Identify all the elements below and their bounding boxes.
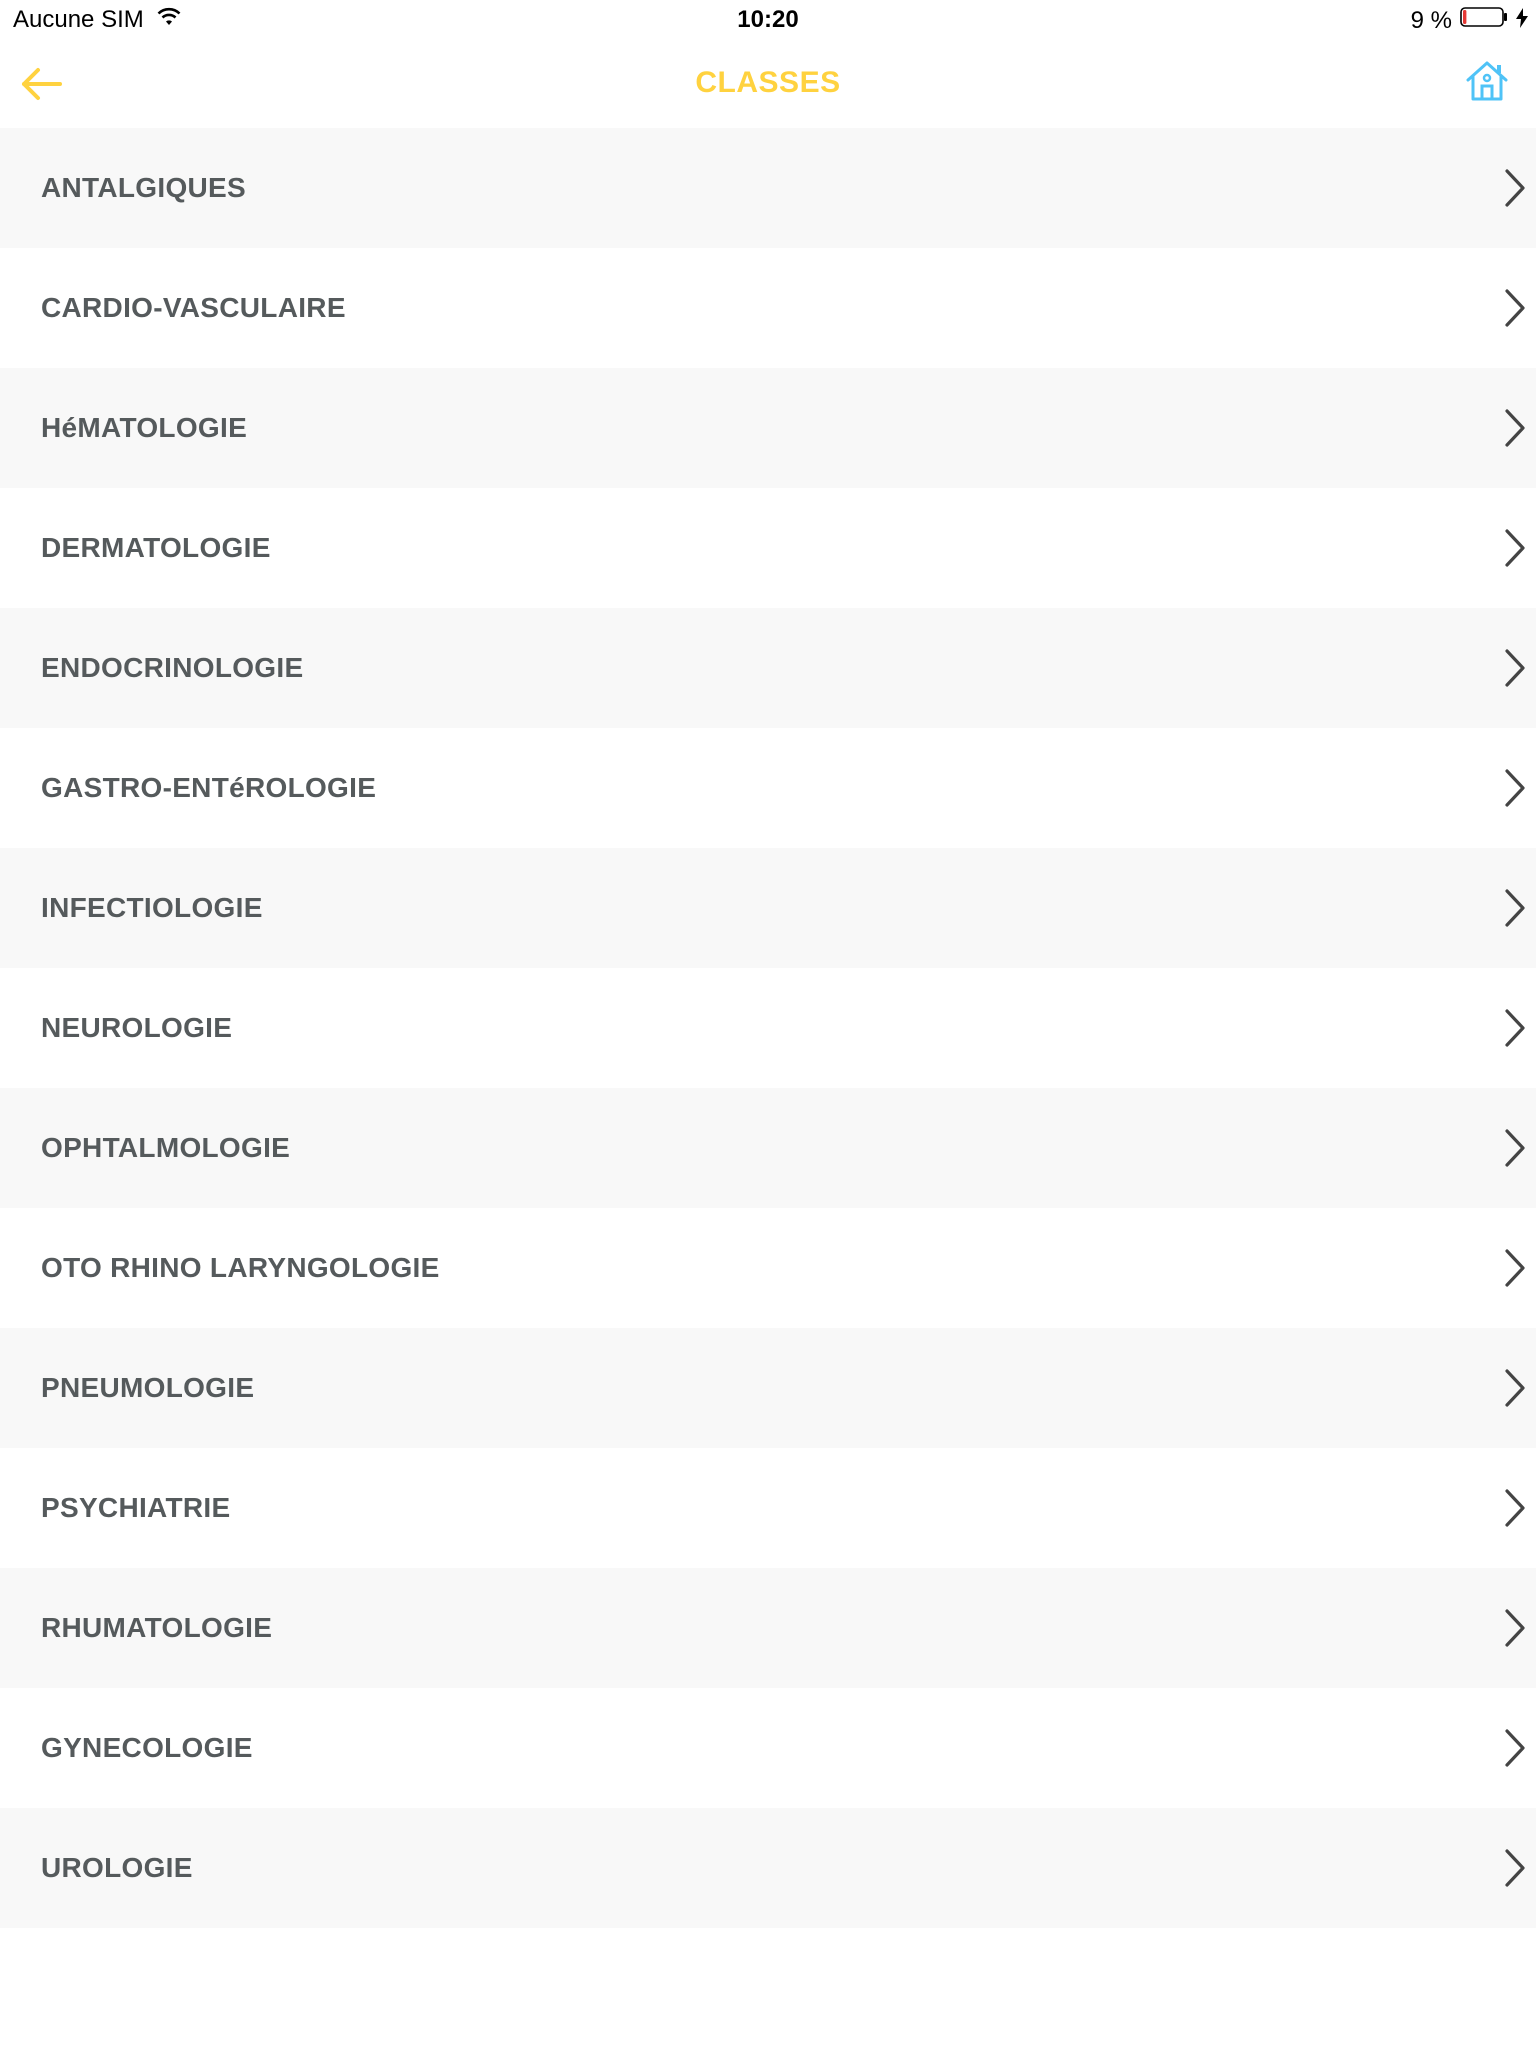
list-item[interactable] (0, 728, 1536, 848)
list-item-label: UROLOGIE (41, 1852, 193, 1883)
chevron-right-icon (1504, 168, 1526, 208)
list-item[interactable] (0, 608, 1536, 728)
chevron-right-icon (1504, 648, 1526, 688)
list-item[interactable] (0, 368, 1536, 488)
home-icon (1464, 58, 1510, 104)
chevron-right-icon (1504, 288, 1526, 328)
list-item-label: INFECTIOLOGIE (41, 892, 263, 923)
list-item-label: NEUROLOGIE (41, 1012, 233, 1043)
list-item[interactable] (0, 488, 1536, 608)
list-item-label: GASTRO-ENTéROLOGIE (41, 772, 377, 803)
battery-percent: 9 % (1410, 6, 1452, 34)
list-item[interactable] (0, 848, 1536, 968)
list-item[interactable] (0, 1568, 1536, 1688)
status-bar (0, 0, 1536, 40)
status-right (1411, 6, 1528, 35)
list-item-label: ANTALGIQUES (41, 172, 247, 203)
list-item-label: PSYCHIATRIE (41, 1492, 231, 1523)
list-item-label: OTO RHINO LARYNGOLOGIE (41, 1252, 440, 1283)
list-item[interactable] (0, 1448, 1536, 1568)
navigation-bar (0, 40, 1536, 128)
status-time: 10:20 (737, 6, 799, 33)
list-item[interactable] (0, 1208, 1536, 1328)
list-item[interactable] (0, 128, 1536, 248)
list-item-label: OPHTALMOLOGIE (41, 1132, 291, 1163)
chevron-right-icon (1504, 1248, 1526, 1288)
list-item[interactable] (0, 248, 1536, 368)
list-item[interactable] (0, 1328, 1536, 1448)
chevron-right-icon (1504, 1608, 1526, 1648)
carrier-label: Aucune SIM (13, 6, 144, 33)
chevron-right-icon (1504, 1128, 1526, 1168)
list-item[interactable] (0, 1688, 1536, 1808)
chevron-right-icon (1504, 1368, 1526, 1408)
home-button[interactable] (1464, 58, 1510, 104)
chevron-right-icon (1504, 768, 1526, 808)
chevron-right-icon (1504, 408, 1526, 448)
chevron-right-icon (1504, 1488, 1526, 1528)
list-item-label: GYNECOLOGIE (41, 1732, 253, 1763)
list-item-label: RHUMATOLOGIE (41, 1612, 273, 1643)
page-title: CLASSES (695, 66, 841, 99)
list-item-label: ENDOCRINOLOGIE (41, 652, 304, 683)
chevron-right-icon (1504, 1008, 1526, 1048)
chevron-right-icon (1504, 1728, 1526, 1768)
chevron-right-icon (1504, 888, 1526, 928)
list-item[interactable] (0, 968, 1536, 1088)
list-item-label: DERMATOLOGIE (41, 532, 271, 563)
list-item-label: PNEUMOLOGIE (41, 1372, 255, 1403)
list-item-label: HéMATOLOGIE (41, 412, 248, 443)
battery-icon (1460, 6, 1508, 35)
charging-bolt-icon (1516, 7, 1528, 35)
chevron-right-icon (1504, 528, 1526, 568)
list-item[interactable] (0, 1808, 1536, 1928)
chevron-right-icon (1504, 1848, 1526, 1888)
classes-list (0, 128, 1536, 1928)
list-item-label: CARDIO-VASCULAIRE (41, 292, 346, 323)
list-item[interactable] (0, 1088, 1536, 1208)
